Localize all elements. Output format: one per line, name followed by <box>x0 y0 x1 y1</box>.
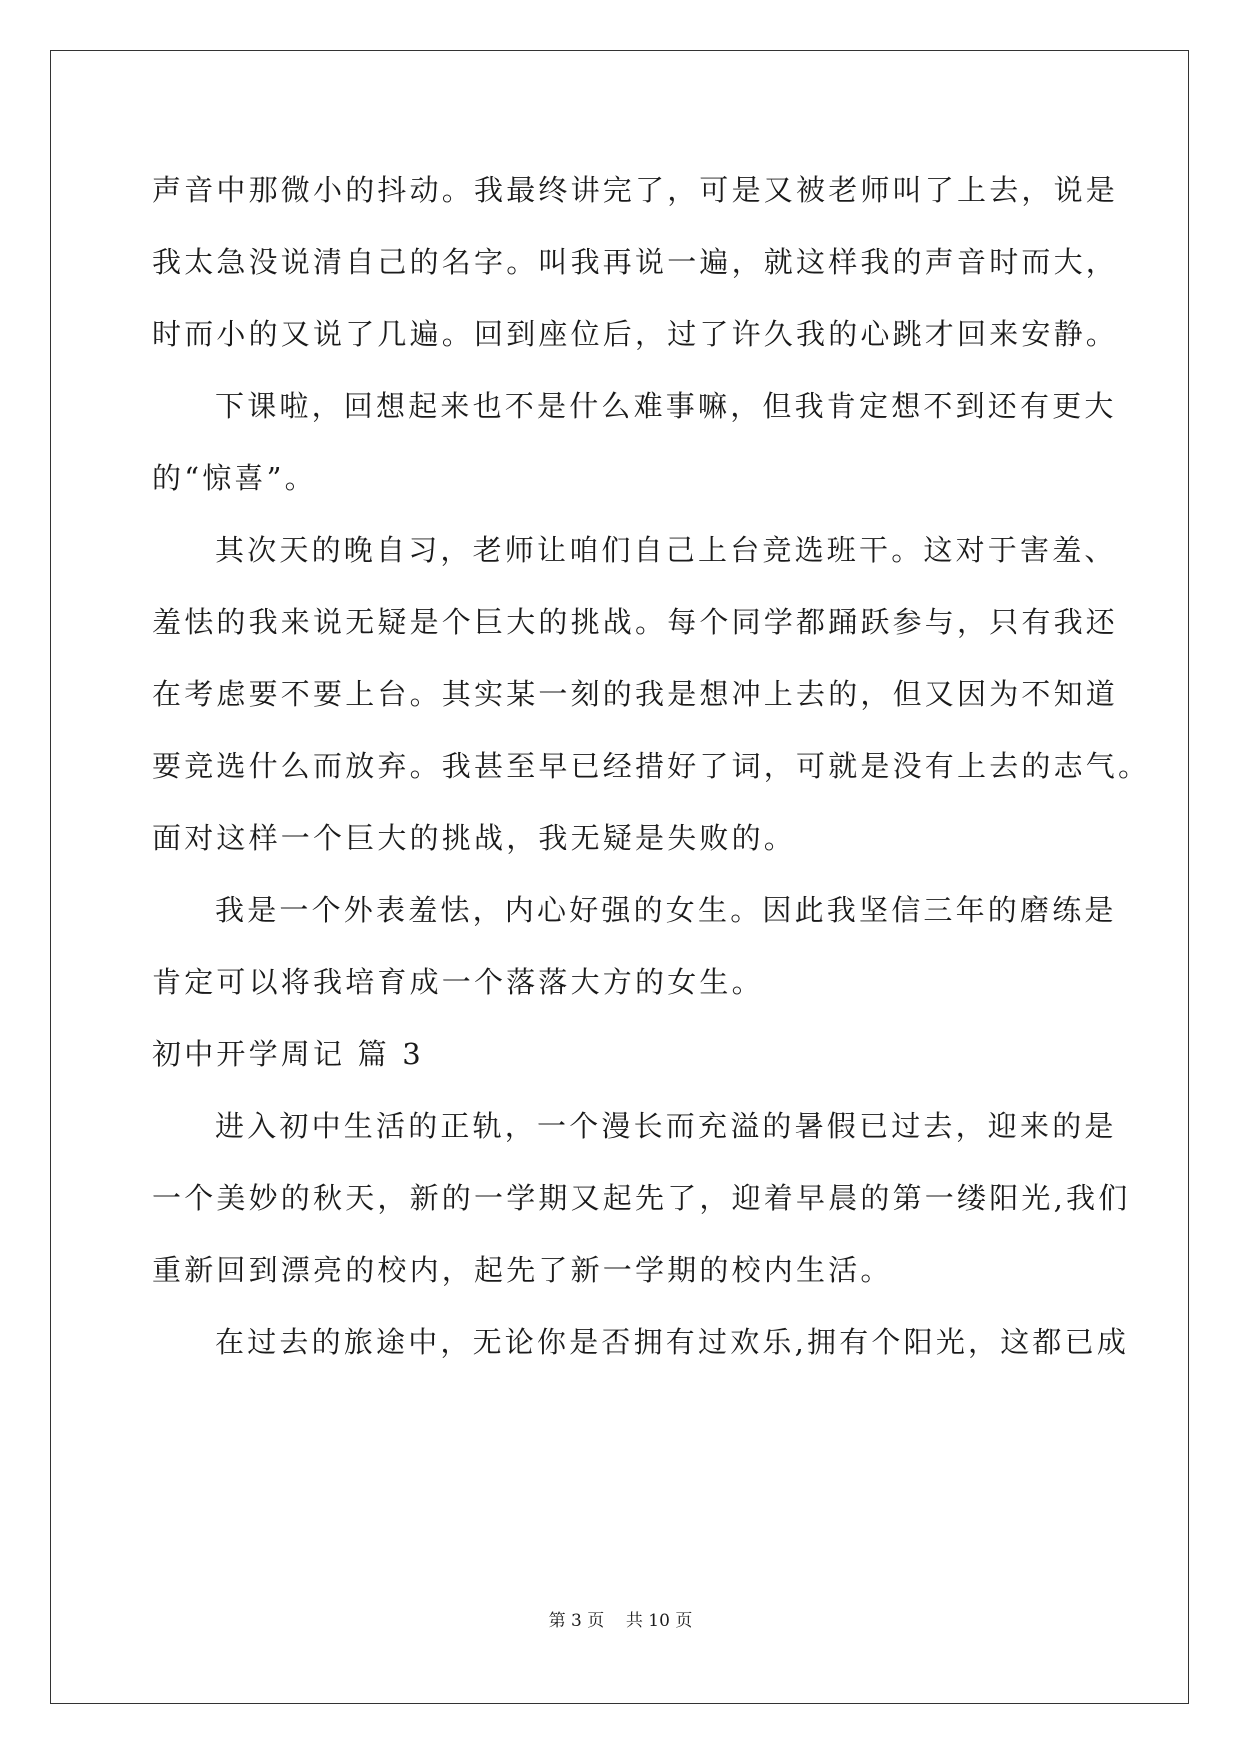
text-line-3: 时而小的又说了几遍。回到座位后，过了许久我的心跳才回来安静。 <box>152 317 1119 351</box>
text-line-11: 我是一个外表羞怯，内心好强的女生。因此我坚信三年的磨练是 <box>215 893 1117 927</box>
page-number-footer: 第 3 页 共 10 页 <box>548 1611 693 1631</box>
section-heading: 初中开学周记 篇 3 <box>152 1037 424 1071</box>
text-line-1: 声音中那微小的抖动。我最终讲完了，可是又被老师叫了上去，说是 <box>152 173 1119 207</box>
text-line-17: 在过去的旅途中，无论你是否拥有过欢乐,拥有个阳光，这都已成 <box>215 1325 1130 1359</box>
text-line-16: 重新回到漂亮的校内，起先了新一学期的校内生活。 <box>152 1253 893 1287</box>
text-line-7: 羞怯的我来说无疑是个巨大的挑战。每个同学都踊跃参与，只有我还 <box>152 605 1119 639</box>
page-border <box>50 50 1189 1704</box>
text-line-5: 的“惊喜”。 <box>152 461 317 495</box>
text-line-12: 肯定可以将我培育成一个落落大方的女生。 <box>152 965 764 999</box>
text-line-8: 在考虑要不要上台。其实某一刻的我是想冲上去的，但又因为不知道 <box>152 677 1119 711</box>
text-line-4: 下课啦，回想起来也不是什么难事嘛，但我肯定想不到还有更大 <box>215 389 1117 423</box>
text-line-2: 我太急没说清自己的名字。叫我再说一遍，就这样我的声音时而大， <box>152 245 1119 279</box>
text-line-14: 进入初中生活的正轨，一个漫长而充溢的暑假已过去，迎来的是 <box>215 1109 1117 1143</box>
text-line-6: 其次天的晚自习，老师让咱们自己上台竞选班干。这对于害羞、 <box>215 533 1117 567</box>
text-line-9: 要竞选什么而放弃。我甚至早已经措好了词，可就是没有上去的志气。 <box>152 749 1151 783</box>
text-line-15: 一个美妙的秋天，新的一学期又起先了，迎着早晨的第一缕阳光,我们 <box>152 1181 1131 1215</box>
text-line-10: 面对这样一个巨大的挑战，我无疑是失败的。 <box>152 821 797 855</box>
